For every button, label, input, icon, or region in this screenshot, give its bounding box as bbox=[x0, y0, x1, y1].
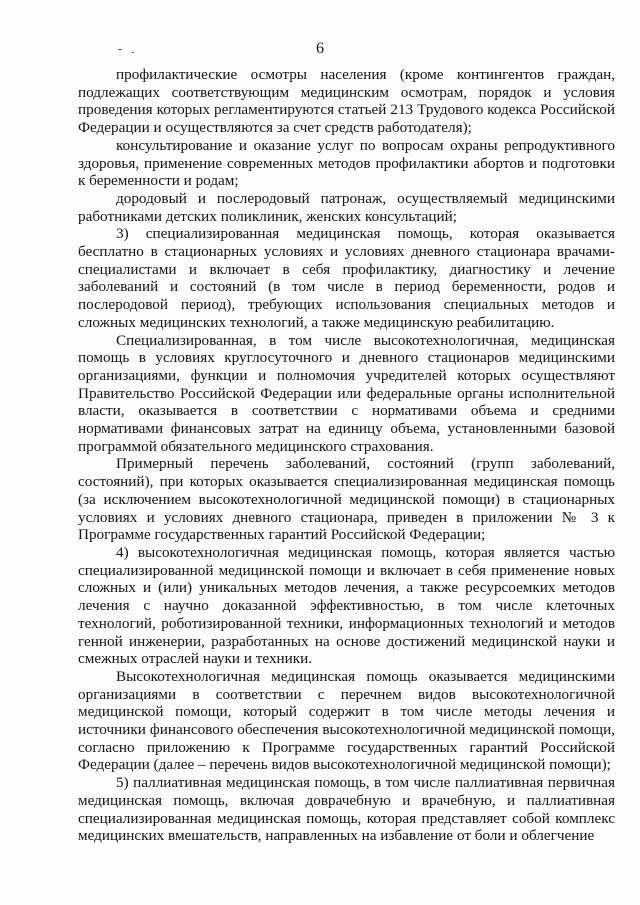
document-body bbox=[78, 66, 615, 845]
paragraph: консультирование и оказание услуг по вопросам охраны репродуктивного здоровья, применение современных методов профилактики абортов и подготовки к беременности и родам; bbox=[78, 136, 615, 190]
paragraph: Примерный перечень заболеваний, состояний (групп заболеваний, состояний), при которых оказывается специализированная медицинская помощь (за исключением высокотехнологичной медицинской помощи) в стационарных условиях и условиях дневного стационара, приведен в приложении № 3 к Программе государственных гарантий Российской Федерации; bbox=[78, 455, 615, 544]
paragraph: 5) паллиативная медицинская помощь, в том числе паллиативная первичная медицинская помощь, включая доврачебную и врачебную, и паллиативная специализированная медицинская помощь, которая представляет собой комплекс медицинских вмешательств, направленных на избавление от боли и облегчение bbox=[78, 774, 615, 845]
paragraph: 3) специализированная медицинская помощь, которая оказывается бесплатно в стационарных условиях и условиях дневного стационара врачами-специалистами и включает в себя профилактику, диагностику и лечение заболеваний и состояний (в том числе в период беременности, родов и послеродовой период), требующих использования специальных методов и сложных медицинских технологий, а также медицинскую реабилитацию. bbox=[78, 225, 615, 331]
paragraph: 4) высокотехнологичная медицинская помощь, которая является частью специализированной медицинской помощи и включает в себя применение новых сложных и (или) уникальных методов лечения, а также ресурсоемких методов лечения с научно доказанной эффективностью, в том числе клеточных технологий, роботизированной техники, информационных технологий и методов генной инженерии, разработанных на основе достижений медицинской науки и смежных отраслей науки и техники. bbox=[78, 543, 615, 668]
paragraph: дородовый и послеродовый патронаж, осуществляемый медицинскими работниками детских поликлиник, женских консультаций; bbox=[78, 189, 615, 225]
paragraph: Высокотехнологичная медицинская помощь оказывается медицинскими организациями в соответствии с перечнем видов высокотехнологичной медицинской помощи, который содержит в том числе методы лечения и источники финансового обеспечения высокотехнологичной медицинской помощи, согласно приложению к Программе государственных гарантий Российской Федерации (далее – перечень видов высокотехнологичной медицинской помощи); bbox=[78, 667, 615, 774]
paragraph: Специализированная, в том числе высокотехнологичная, медицинская помощь в условиях круглосуточного и дневного стационаров медицинскими организациями, функции и полномочия учредителей которых осуществляют Правительство Российской Федерации или федеральные органы исполнительной власти, оказывается в соответствии с нормативами объема и средними нормативами финансовых затрат на единицу объема, установленными базовой программой обязательного медицинского страхования. bbox=[78, 331, 615, 455]
page-number: 6 bbox=[316, 40, 324, 57]
paragraph: профилактические осмотры населения (кроме контингентов граждан, подлежащих соответствующим медицинским осмотрам, порядок и условия проведения которых регламентируются статьей 213 Трудового кодекса Российской Федерации и осуществляются за счет средств работодателя); bbox=[78, 66, 615, 137]
